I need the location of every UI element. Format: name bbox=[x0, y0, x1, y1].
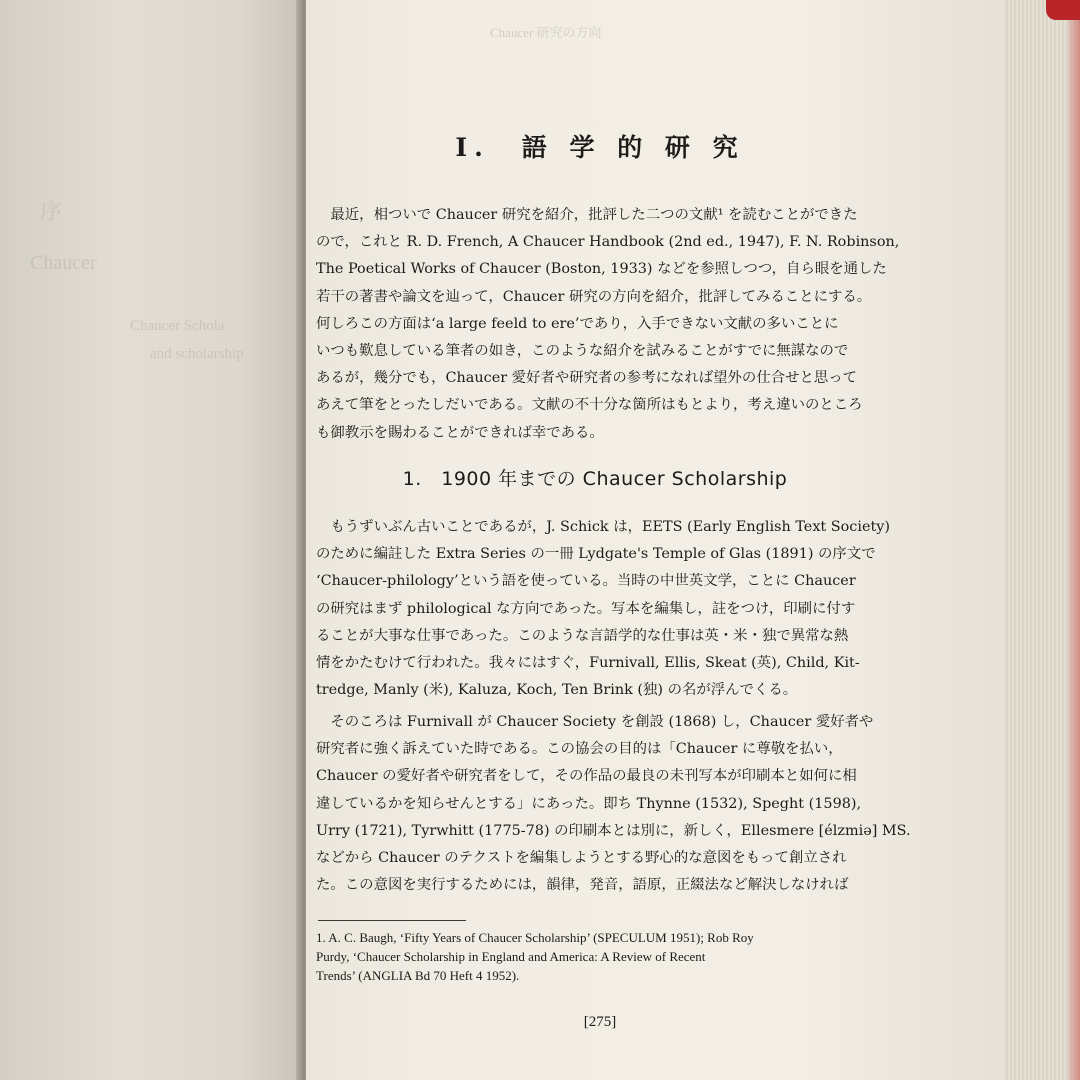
text-line: の研究はまず philological な方向であった。写本を編集し，註をつけ，印刷に付す bbox=[316, 600, 856, 617]
text-line: も御教示を賜わることができれば幸である。 bbox=[316, 424, 604, 441]
page-content bbox=[310, 0, 910, 1080]
page-number: [275] bbox=[583, 1014, 617, 1030]
text-line: Urry (1721), Tyrwhitt (1775-78) の印刷本とは別に，新しく，Ellesmere [élzmiə] MS. bbox=[316, 822, 911, 839]
left-page bbox=[0, 0, 300, 1080]
section-title: 1. 1900 年までの Chaucer Scholarship bbox=[402, 468, 788, 490]
running-head: Chaucer 研究の方向 bbox=[490, 25, 602, 40]
text-line: 情をかたむけて行われた。我々にはすぐ，Furnivall, Ellis, Skeat (英), Child, Kit- bbox=[316, 655, 860, 672]
text-line: あえて筆をとったしだいである。文献の不十分な箇所はもとより，考え違いのところ bbox=[316, 397, 863, 414]
text-line: 何しろこの方面は‘a large feeld to ere’であり，入手できない文献の多いことに bbox=[316, 315, 839, 332]
text-line: のために編註した Extra Series の一冊 Lydgate's Temple of Glas (1891) の序文で bbox=[316, 546, 876, 563]
footnote-line: Trends’ (ANGLIA Bd 70 Heft 4 1952). bbox=[316, 968, 520, 983]
text-line: 若干の著書や論文を辿って，Chaucer 研究の方向を紹介，批評してみることにする。 bbox=[316, 288, 872, 305]
text-line: た。この意図を実行するためには，韻律，発音，語原，正綴法など解決しなければ bbox=[316, 877, 849, 894]
text-line: あるが，幾分でも，Chaucer 愛好者や研究者の参考になれば望外の仕合せと思って bbox=[316, 370, 858, 387]
left-page-ghost-text: Chaucer bbox=[30, 252, 97, 274]
left-page-ghost-text: and scholarship bbox=[150, 346, 244, 362]
text-line: ることが大事な仕事であった。このような言語学的な仕事は英・米・独で異常な熱 bbox=[316, 627, 849, 644]
text-line: tredge, Manly (米), Kaluza, Koch, Ten Brink (独) の名が浮んでくる。 bbox=[316, 682, 798, 699]
left-page-ghost-text: Chaucer Schola bbox=[130, 318, 225, 334]
text-line: もうずいぶん古いことであるが，J. Schick は，EETS (Early English Text Society) bbox=[316, 519, 891, 535]
footnote-rule bbox=[318, 920, 466, 921]
text-line: ので，これと R. D. French, A Chaucer Handbook (2nd ed., 1947), F. N. Robinson, bbox=[316, 234, 900, 251]
text-line: 最近，相ついで Chaucer 研究を紹介，批評した二つの文献¹ を読むことができた bbox=[316, 207, 858, 223]
paragraph-schick bbox=[316, 514, 892, 704]
chapter-title: I. 語 学 的 研 究 bbox=[455, 133, 745, 162]
text-line: などから Chaucer のテクストを編集しようとする野心的な意図をもって創立され bbox=[316, 850, 847, 867]
text-line: 違しているかを知らせんとする」にあった。即ち Thynne (1532), Speght (1598), bbox=[316, 795, 862, 812]
red-page-edge bbox=[1068, 0, 1080, 1080]
text-line: いつも歎息している筆者の如き，このような紹介を試みることがすでに無謀なので bbox=[316, 343, 849, 360]
paragraph-intro bbox=[316, 202, 900, 447]
red-corner bbox=[1046, 0, 1080, 20]
text-line: The Poetical Works of Chaucer (Boston, 1933) などを参照しつつ，自ら眼を通した bbox=[316, 261, 887, 278]
footnote-line: Purdy, ‘Chaucer Scholarship in England and America: A Review of Recent bbox=[316, 949, 706, 964]
paragraph-furnivall bbox=[316, 709, 911, 899]
text-line: 研究者に強く訴えていた時である。この協会の目的は「Chaucer に尊敬を払い， bbox=[316, 741, 843, 758]
left-page-ghost-text: 序 bbox=[40, 199, 63, 224]
text-line: ‘Chaucer-philology’という語を使っている。当時の中世英文学，ことに Chaucer bbox=[316, 573, 856, 590]
text-line: そのころは Furnivall が Chaucer Society を創設 (1868) し，Chaucer 愛好者や bbox=[316, 714, 874, 730]
footnote-line: 1. A. C. Baugh, ‘Fifty Years of Chaucer Scholarship’ (SPECULUM 1951); Rob Roy bbox=[316, 930, 754, 945]
footnote bbox=[316, 928, 896, 985]
text-line: Chaucer の愛好者や研究者をして，その作品の最良の未刊写本が印刷本と如何に相 bbox=[316, 768, 857, 785]
